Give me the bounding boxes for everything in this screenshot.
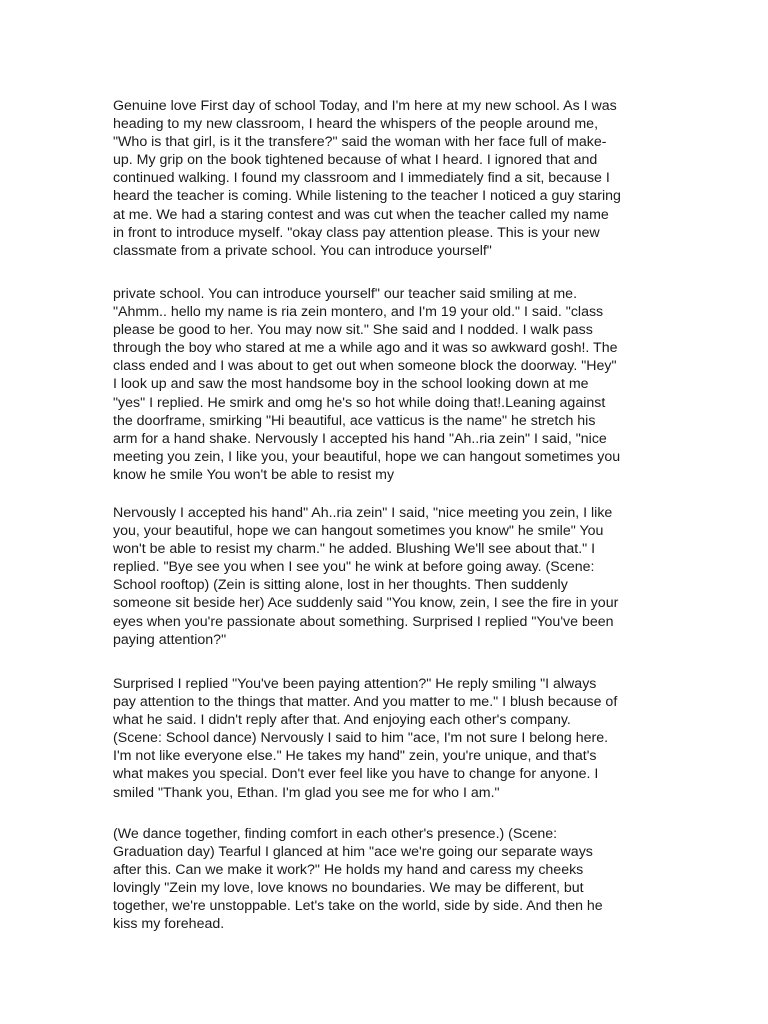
paragraph-2: private school. You can introduce yourself" our teacher said smiling at me. "Ahmm.. hello my name is ria zein montero, and I'm 19 your old." I said. "class please be good to her. You may now sit." She said and I nodded. I walk pass through the boy who stared at me a while ago and it was so awkward gosh!. The class ended and I was about to get out when someone block the doorway. "Hey" I look up and saw the most handsome boy in the school looking down at me "yes" I replied. He smirk and omg he's so hot while doing that!.Leaning against the doorframe, smirking "Hi beautiful, ace vatticus is the name" he stretch his arm for a hand shake. Nervously I accepted his hand "Ah..ria zein" I said, "nice meeting you zein, I like you, your beautiful, hope we can hangout sometimes you know he smile You won't be able to resist my [113, 286, 621, 483]
paragraph-4: Surprised I replied "You've been paying attention?" He reply smiling "I always pay attention to the things that matter. And you matter to me." I blush because of what he said. I didn't reply after that. And enjoying each other's company. (Scene: School dance) Nervously I said to him "ace, I'm not sure I belong here. I'm not like everyone else." He takes my hand" zein, you're unique, and that's what makes you special. Don't ever feel like you have to change for anyone. I smiled "Thank you, Ethan. I'm glad you see me for who I am." [113, 676, 618, 801]
paragraph-3: Nervously I accepted his hand" Ah..ria zein" I said, "nice meeting you zein, I like you, your beautiful, hope we can hangout sometimes you know" he smile" You won't be able to resist my charm." he added. Blushing We'll see about that." I replied. "Bye see you when I see you" he wink at before going away. (Scene: School rooftop) (Zein is sitting alone, lost in her thoughts. Then suddenly someone sit beside her) Ace suddenly said "You know, zein, I see the fire in your eyes when you're passionate about something. Surprised I replied "You've been paying attention?" [113, 505, 619, 648]
paragraph-5: (We dance together, finding comfort in each other's presence.) (Scene: Graduation day) Tearful I glanced at him "ace we're going our separate ways after this. Can we make it work?" He holds my hand and caress my cheeks lovingly "Zein my love, love knows no boundaries. We may be different, but together, we're unstoppable. Let's take on the world, side by side. And then he kiss my forehead. [113, 826, 603, 933]
paragraph-1: Genuine love First day of school Today, and I'm here at my new school. As I was heading to my new classroom, I heard the whispers of the people around me, "Who is that girl, is it the transfere?" said the woman with her face full of make- up. My grip on the book tightened because of what I heard. I ignored that and continued walking. I found my classroom and I immediately find a sit, because I heard the teacher is coming. While listening to the teacher I noticed a guy staring at me. We had a staring contest and was cut when the teacher called my name in front to introduce myself. "okay class pay attention please. This is your new classmate from a private school. You can introduce yourself" [113, 98, 621, 259]
